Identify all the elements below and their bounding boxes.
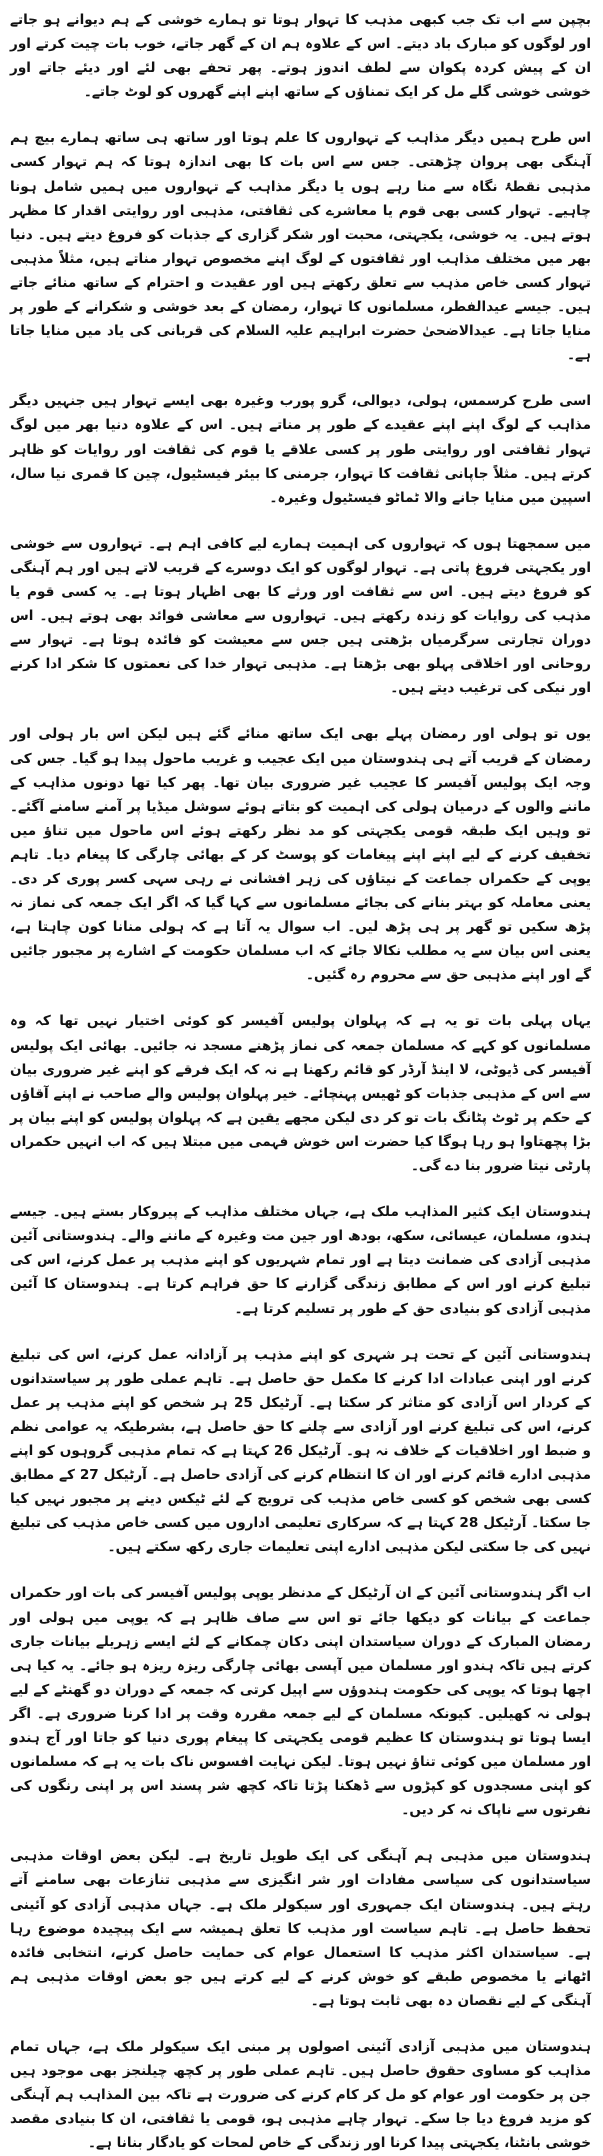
article-paragraph: یوں تو ہولی اور رمضان پہلے بھی ایک ساتھ منائے گئے ہیں لیکن اس بار ہولی اور رمضان کے قریب آتے ہی ہندوستان میں ایک عجیب و غریب ماحول پیدا ہو گیا۔ جس کی وجہ ایک پولیس آفیسر کا عجیب غیر ضروری بیان تھا۔ پھر کیا تھا دونوں مذاہب کے ماننے والوں کے درمیان ہولی کی اہمیت کو بتاتے ہوئے سوشل میڈیا پر آمنے سامنے آگئے۔ تو وہیں ایک طبقہ قومی یکجہتی کو مد نظر رکھتے ہوئے اس ماحول میں تناؤ میں تخفیف کرنے کے لیے اپنے اپنے پیغامات کو پوسٹ کر کے بھائی چارگی کا پیغام دیا۔ تاہم یوپی کے حکمراں جماعت کے نیتاؤں کی زہر افشانی نے رہی سہی کسر پوری کر دی۔ یعنی معاملہ کو بہتر بنانے کی بجائے مسلمانوں سے کہا گیا کہ اگر ایک جمعہ کی نماز نہ پڑھ سکیں تو گھر پر ہی پڑھ لیں۔ اب سوال یہ آتا ہے کہ ہولی منانا کون چاہتا ہے، یعنی اس بیان سے یہ مطلب نکالا جائے کہ اب مسلمان حکومت کے اشارے پر مجبور جائیں گے اور اپنے مذہبی حق سے محروم رہ گئیں۔ [10,726,591,984]
article-paragraph: اسی طرح کرسمس، ہولی، دیوالی، گرو پورب وغیرہ بھی ایسے تہوار ہیں جنہیں دیگر مذاہب کے لوگ اپنے اپنے عقیدے کے طور پر مناتے ہیں۔ اس کے علاوہ دنیا بھر میں لوگ تہوار ثقافتی اور روایتی طور پر کسی علاقے یا قوم کی ثقافت اور روایات کو ظاہر کرتے ہیں۔ مثلاً جاپانی ثقافت کا تہوار، جرمنی کا بیئر فیسٹیول، چین کا قمری نیا سال، اسپین میں منایا جانے والا ٹماٹو فیسٹیول وغیرہ۔ [10,393,591,506]
article-paragraph: ہندوستان ایک کثیر المذاہب ملک ہے، جہاں مختلف مذاہب کے پیروکار بستے ہیں۔ جیسے ہندو، مسلمان، عیسائی، سکھ، بودھ اور جین مت وغیرہ کے ماننے والے۔ ہندوستانی آئین مذہبی آزادی کی ضمانت دیتا ہے اور تمام شہریوں کو اپنے مذہب پر عمل کرنے، اس کی تبلیغ کرنے اور اس کے مطابق زندگی گزارنے کا حق فراہم کرتا ہے۔ ہندوستان کا آئین مذہبی آزادی کو بنیادی حق کے طور پر تسلیم کرتا ہے۔ [10,1204,591,1317]
article-paragraph: یہاں پہلی بات تو یہ ہے کہ پہلوان پولیس آفیسر کو کوئی اختیار نہیں تھا کہ وہ مسلمانوں کو کہے کہ مسلمان جمعہ کی نماز پڑھنے مسجد نہ جائیں۔ بھائی ایک پولیس آفیسر کی ڈیوٹی، لا اینڈ آرڈر کو قائم رکھنا ہے نہ کہ ایک فرقے کو اپنے غیر ضروری بیان سے اس کے مذہبی جذبات کو ٹھیس پہنچائے۔ خیر پہلوان پولیس والے صاحب نے اپنے آقاؤں کے حکم پر ٹوٹ پٹانگ بات تو کر دی لیکن مجھے یقین ہے کہ پہلوان پولیس کو اپنے بیان پر بڑا پچھتاوا ہو رہا ہوگا کیا حضرت اس خوش فہمی میں مبتلا ہیں کہ اب انہیں حکمراں پارٹی نیتا ضرور بنا دے گی۔ [9,1013,591,1175]
article-paragraph: میں سمجھتا ہوں کہ تہواروں کی اہمیت ہمارے لیے کافی اہم ہے۔ تہواروں سے خوشی اور یکجہتی فروغ پاتی ہے۔ تہوار لوگوں کو ایک دوسرے کے قریب لاتے ہیں اور ہم آہنگی کو فروغ دیتے ہیں۔ اس سے ثقافت اور ورثے کا بھی اظہار ہوتا ہے۔ یہ کسی قوم یا مذہب کی روایات کو زندہ رکھتے ہیں۔ تہواروں سے معاشی فوائد بھی ہوتے ہیں۔ اس دوران تجارتی سرگرمیاں بڑھتی ہیں جس سے معیشت کو فائدہ ہوتا ہے۔ تہوار سے روحانی اور اخلاقی پہلو بھی بڑھتا ہے۔ مذہبی تہوار خدا کی نعمتوں کا شکر ادا کرنے اور نیکی کی ترغیب دیتے ہیں۔ [10,535,591,697]
article-paragraph: ہندوستان میں مذہبی ہم آہنگی کی ایک طویل تاریخ ہے۔ لیکن بعض اوقات مذہبی سیاستدانوں کی سیاسی مفادات اور شر انگیزی سے مذہبی تنازعات بھی سامنے آتے رہتے ہیں۔ ہندوستان ایک جمہوری اور سیکولر ملک ہے۔ جہاں مذہبی آزادی کو آئینی تحفظ حاصل ہے۔ تاہم سیاست اور مذہب کا تعلق ہمیشہ سے ایک پیچیدہ موضوع رہا ہے۔ سیاستدان اکثر مذہب کا استعمال عوام کی حمایت حاصل کرنے، انتخابی فائدہ اٹھانے یا مخصوص طبقے کو خوش کرنے کے لیے کرتے ہیں جو بعض اوقات مذہبی ہم آہنگی کے لیے نقصان دہ بھی ثابت ہوتا ہے۔ [10,1848,591,2009]
article-paragraph: بچپن سے اب تک جب کبھی مذہب کا تہوار ہوتا تو ہمارے خوشی کے ہم دیوانے ہو جاتے اور لوگوں کو مبارک باد دیتے۔ اس کے علاوہ ہم ان کے گھر جاتے، خوب بات چیت کرتے اور ان کے پیش کردہ پکوان سے لطف اندوز ہوتے۔ پھر تحفے بھی لئے اور دیئے جاتے اور خوشی خوشی گلے مل کر ایک تمناؤں کے ساتھ اپنے اپنے گھروں کو لوٹ جاتے۔ [10,12,591,101]
article-paragraph: اب اگر ہندوستانی آئین کے ان آرٹیکل کے مدنظر یوپی پولیس آفیسر کی بات اور حکمراں جماعت کے بیانات کو دیکھا جائے تو اس سے صاف ظاہر ہے کہ یوپی میں ہولی اور رمضان المبارک کے دوران سیاستدان اپنی دکان چمکانے کے لئے ایسے زہریلے بیانات جاری کرتے ہیں تاکہ ہندو اور مسلمان میں آپسی بھائی چارگی ریزہ ریزہ ہو جائے۔ یہ کیا ہی اچھا ہوتا کہ یوپی کی حکومت ہندوؤں سے اپیل کرتی کہ جمعہ کے دوران دو گھنٹے کے لیے ہولی نہ کھیلیں۔ کیونکہ مسلمان کے لیے جمعہ مقررہ وقت پر ادا کرنا ضروری ہے۔ اگر ایسا ہوتا تو ہندوستان کا عظیم قومی یکجہتی کا پیغام پوری دنیا کو جاتا اور آج ہندو اور مسلمان میں کوئی تناؤ نہیں ہوتا۔ لیکن نہایت افسوس ناک بات یہ ہے کہ مسلمانوں کو اپنی مسجدوں کو کپڑوں سے ڈھکنا پڑتا تاکہ کچھ شر پسند اس پر اپنی رنگوں کی نفرتوں سے ناپاک نہ کر دیں۔ [10,1585,591,1819]
article-paragraph: ہندوستان میں مذہبی آزادی آئینی اصولوں پر مبنی ایک سیکولر ملک ہے، جہاں تمام مذاہب کو مساوی حقوق حاصل ہیں۔ تاہم عملی طور پر کچھ چیلنجز بھی موجود ہیں جن پر حکومت اور عوام کو مل کر کام کرنے کی ضرورت ہے تاکہ بین المذاہب ہم آہنگی کو مزید فروغ دیا جا سکے۔ تہوار چاہے مذہبی ہو، قومی یا ثقافتی، ان کا بنیادی مقصد خوشی بانٹنا، یکجہتی پیدا کرنا اور زندگی کے خاص لمحات کو یادگار بنانا ہے۔ [10,2039,591,2152]
article-paragraph: اس طرح ہمیں دیگر مذاہب کے تہواروں کا علم ہوتا اور ساتھ ہی ساتھ ہمارے بیچ ہم آہنگی بھی پروان چڑھتی۔ جس سے اس بات کا بھی اندازہ ہوتا کہ ہم تہوار کسی مذہبی نقطۂ نگاہ سے منا رہے ہوں یا دیگر مذاہب کے تہواروں میں ہمیں شامل ہونا چاہیے۔ تہوار کسی بھی قوم یا معاشرے کی ثقافتی، مذہبی اور روایتی اقدار کا مظہر ہوتے ہیں۔ یہ خوشی، یکجہتی، محبت اور شکر گزاری کے جذبات کو فروغ دیتے ہیں۔ دنیا بھر میں مختلف مذاہب اور ثقافتوں کے لوگ اپنے مخصوص تہوار مناتے ہیں، مثلاً مذہبی تہوار کسی خاص مذہب سے تعلق رکھتے ہیں اور عقیدت و احترام کے ساتھ منائے جاتے ہیں۔ جیسے عیدالفطر، مسلمانوں کا تہوار، رمضان کے بعد خوشی و شکرانے کے طور پر منایا جاتا ہے۔ عیدالاضحیٰ حضرت ابراہیم علیہ السلام کی قربانی کی یاد میں منایا جاتا ہے۔ [10,130,591,364]
article-paragraph: ہندوستانی آئین کے تحت ہر شہری کو اپنے مذہب پر آزادانہ عمل کرنے، اس کی تبلیغ کرنے اور اپنی عبادات ادا کرنے کا مکمل حق حاصل ہے۔ تاہم عملی طور پر سیاستدانوں کے کردار اس آزادی کو متاثر کر سکتا ہے۔ آرٹیکل 25 ہر شخص کو اپنے مذہب پر عمل کرنے، اس کی تبلیغ کرنے اور آزادی سے چلنے کا حق حاصل ہے، بشرطیکہ یہ عوامی نظم و ضبط اور اخلاقیات کے خلاف نہ ہو۔ آرٹیکل 26 کہتا ہے کہ تمام مذہبی گروہوں کو اپنے مذہبی ادارے قائم کرنے اور ان کا انتظام کرنے کی آزادی حاصل ہے۔ آرٹیکل 27 کے مطابق کسی بھی شخص کو کسی خاص مذہب کی ترویج کے لئے ٹیکس دینے پر مجبور نہیں کیا جا سکتا۔ آرٹیکل 28 کہتا ہے کہ سرکاری تعلیمی اداروں میں کسی خاص مذہب کی تبلیغ نہیں کی جا سکتی لیکن مذہبی ادارے اپنی تعلیمات جاری رکھ سکتے ہیں۔ [10,1346,592,1556]
